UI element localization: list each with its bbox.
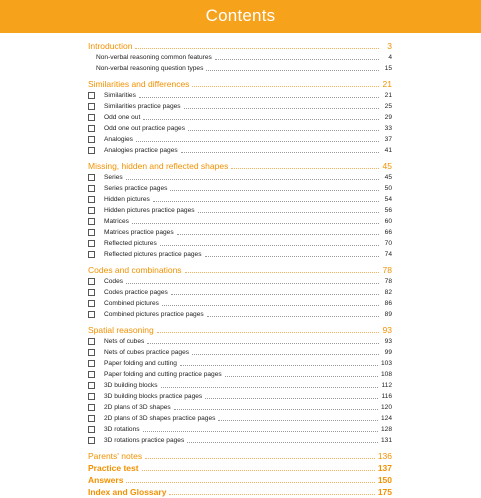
toc-entry-page-number: 21 <box>384 92 392 99</box>
dot-leader <box>169 493 374 495</box>
toc-entry-label: Reflected pictures <box>104 240 157 247</box>
checkbox[interactable] <box>88 218 95 225</box>
dot-leader <box>135 47 379 49</box>
checkbox[interactable] <box>88 103 95 110</box>
checkbox[interactable] <box>88 196 95 203</box>
toc-entry-label: Reflected pictures practice pages <box>104 251 202 258</box>
section-heading[interactable] <box>88 160 392 172</box>
checkbox[interactable] <box>88 360 95 367</box>
checkbox[interactable] <box>88 147 95 154</box>
toc-entry[interactable] <box>88 101 392 112</box>
toc-entry[interactable] <box>88 435 392 446</box>
dot-leader <box>215 58 379 60</box>
toc-entry-page-number: 60 <box>384 218 392 225</box>
toc-entry-page-number: 25 <box>384 103 392 110</box>
dot-leader <box>225 375 378 377</box>
checkbox[interactable] <box>88 338 95 345</box>
toc-entry-label: Analogies <box>104 136 133 143</box>
toc-entry[interactable] <box>88 112 392 123</box>
toc-entry[interactable] <box>88 309 392 320</box>
toc-entry-label: Odd one out practice pages <box>104 125 186 132</box>
toc-entry[interactable] <box>88 347 392 358</box>
toc-entry[interactable] <box>88 413 392 424</box>
toc-entry-label: Paper folding and cutting <box>104 360 177 367</box>
section-heading-label: Missing, hidden and reflected shapes <box>88 161 229 171</box>
checkbox[interactable] <box>88 404 95 411</box>
toc-entry[interactable] <box>88 238 392 249</box>
checkbox[interactable] <box>88 349 95 356</box>
endmatter-heading-label: Answers <box>88 475 124 485</box>
toc-entry-page-number: 37 <box>384 136 392 143</box>
endmatter-heading-page-number: 137 <box>377 463 392 473</box>
dot-leader <box>218 419 378 421</box>
dot-leader <box>143 430 378 432</box>
toc-entry-label: Non-verbal reasoning common features <box>96 54 212 61</box>
toc-entry-page-number: 29 <box>384 114 392 121</box>
checkbox[interactable] <box>88 251 95 258</box>
dot-leader <box>153 200 379 202</box>
toc-entry[interactable] <box>88 276 392 287</box>
toc-entry-label: 3D rotations <box>104 426 140 433</box>
checkbox[interactable] <box>88 300 95 307</box>
dot-leader <box>205 255 380 257</box>
checkbox[interactable] <box>88 415 95 422</box>
toc-entry[interactable] <box>88 227 392 238</box>
toc-entry-page-number: 120 <box>380 404 392 411</box>
toc-entry-label: 2D plans of 3D shapes <box>104 404 171 411</box>
section-heading[interactable] <box>88 264 392 276</box>
endmatter-heading-page-number: 150 <box>377 475 392 485</box>
dot-leader <box>181 151 379 153</box>
toc-entry-page-number: 86 <box>384 300 392 307</box>
toc-entry-page-number: 78 <box>384 278 392 285</box>
dot-leader <box>205 397 378 399</box>
endmatter-heading-page-number: 175 <box>377 487 392 497</box>
toc-entry-label: 3D building blocks practice pages <box>104 393 203 400</box>
toc-entry[interactable] <box>88 336 392 347</box>
section-heading[interactable] <box>88 40 392 52</box>
checkbox[interactable] <box>88 437 95 444</box>
toc-entry[interactable] <box>88 391 392 402</box>
toc-entry-label: Odd one out <box>104 114 141 121</box>
toc-entry-label: Matrices practice pages <box>104 229 174 236</box>
section-heading-label: Introduction <box>88 41 133 51</box>
dot-leader <box>143 118 379 120</box>
dot-leader <box>147 342 379 344</box>
toc-entry-page-number: 93 <box>384 338 392 345</box>
section-heading-page-number: 78 <box>382 265 392 275</box>
toc-entry[interactable] <box>88 194 392 205</box>
dot-leader <box>160 244 379 246</box>
section-heading[interactable] <box>88 324 392 336</box>
dot-leader <box>142 469 375 471</box>
dot-leader <box>187 441 378 443</box>
toc-entry-page-number: 131 <box>380 437 392 444</box>
section-heading[interactable] <box>88 78 392 90</box>
endmatter-heading[interactable] <box>88 486 392 498</box>
checkbox[interactable] <box>88 125 95 132</box>
toc-entry[interactable] <box>88 183 392 194</box>
toc-section <box>88 78 392 156</box>
endmatter-heading-page-number: 136 <box>377 451 392 461</box>
toc-entry-label: Series practice pages <box>104 185 168 192</box>
toc-entry-page-number: 99 <box>384 349 392 356</box>
toc-section <box>88 264 392 320</box>
dot-leader <box>126 282 379 284</box>
section-heading-page-number: 45 <box>382 161 392 171</box>
toc-entry-page-number: 128 <box>380 426 392 433</box>
section-heading-label: Similarities and differences <box>88 79 190 89</box>
dot-leader <box>192 353 379 355</box>
toc-entry-page-number: 56 <box>384 207 392 214</box>
toc-entry[interactable] <box>88 134 392 145</box>
dot-leader <box>126 481 374 483</box>
checkbox[interactable] <box>88 393 95 400</box>
toc-entry[interactable] <box>88 358 392 369</box>
toc-entry-page-number: 15 <box>384 65 392 72</box>
dot-leader <box>132 222 379 224</box>
toc-entry-page-number: 103 <box>380 360 392 367</box>
endmatter-heading[interactable] <box>88 462 392 474</box>
section-heading-label: Spatial reasoning <box>88 325 154 335</box>
toc-entry-page-number: 74 <box>384 251 392 258</box>
toc-entry[interactable] <box>88 424 392 435</box>
dot-leader <box>180 364 378 366</box>
toc-entry-page-number: 89 <box>384 311 392 318</box>
endmatter-group <box>88 450 392 498</box>
dot-leader <box>145 457 375 459</box>
dot-leader <box>188 129 379 131</box>
toc-entry-page-number: 116 <box>381 393 392 400</box>
toc-entry[interactable] <box>88 249 392 260</box>
toc-entry[interactable] <box>88 298 392 309</box>
checkbox[interactable] <box>88 92 95 99</box>
toc-entry-label: Analogies practice pages <box>104 147 178 154</box>
toc-entry-label: Combined pictures <box>104 300 159 307</box>
section-heading-page-number: 93 <box>382 325 392 335</box>
toc-entry[interactable] <box>88 205 392 216</box>
checkbox[interactable] <box>88 114 95 121</box>
toc-entry-page-number: 41 <box>384 147 392 154</box>
dot-leader <box>184 107 379 109</box>
checkbox[interactable] <box>88 229 95 236</box>
toc-entry-label: Hidden pictures practice pages <box>104 207 195 214</box>
checkbox[interactable] <box>88 382 95 389</box>
toc-entry[interactable] <box>88 287 392 298</box>
endmatter-heading[interactable] <box>88 450 392 462</box>
toc-entry[interactable] <box>88 172 392 183</box>
toc-entry-page-number: 124 <box>380 415 392 422</box>
header-banner <box>0 0 481 33</box>
toc-entry-label: 2D plans of 3D shapes practice pages <box>104 415 216 422</box>
checkbox[interactable] <box>88 207 95 214</box>
toc-entry-label: Codes <box>104 278 124 285</box>
toc-section <box>88 160 392 260</box>
dot-leader <box>170 189 379 191</box>
checkbox[interactable] <box>88 136 95 143</box>
toc-section <box>88 40 392 74</box>
toc-entry[interactable] <box>88 52 392 63</box>
toc-entry-label: Matrices <box>104 218 129 225</box>
dot-leader <box>139 96 379 98</box>
toc-entry-label: 3D building blocks <box>104 382 158 389</box>
checkbox[interactable] <box>88 278 95 285</box>
dot-leader <box>198 211 379 213</box>
toc-entry-label: Non-verbal reasoning question types <box>96 65 204 72</box>
endmatter-heading-label: Index and Glossary <box>88 487 167 497</box>
toc-entry-label: Nets of cubes <box>104 338 145 345</box>
dot-leader <box>136 140 379 142</box>
section-heading-page-number: 21 <box>382 79 392 89</box>
toc-entry-page-number: 45 <box>384 174 392 181</box>
toc-entry-label: Similarities <box>104 92 136 99</box>
page-title: Contents <box>205 6 276 25</box>
toc-entry[interactable] <box>88 380 392 391</box>
toc-entry[interactable] <box>88 369 392 380</box>
toc-entry[interactable] <box>88 216 392 227</box>
dot-leader <box>185 271 379 273</box>
toc-entry-label: Series <box>104 174 123 181</box>
toc-entry-page-number: 54 <box>384 196 392 203</box>
checkbox[interactable] <box>88 426 95 433</box>
dot-leader <box>162 304 379 306</box>
endmatter-heading-label: Practice test <box>88 463 139 473</box>
section-heading-page-number: 3 <box>387 41 392 51</box>
toc-entry-label: Nets of cubes practice pages <box>104 349 190 356</box>
toc-entry[interactable] <box>88 145 392 156</box>
toc-entry[interactable] <box>88 402 392 413</box>
toc-entry-page-number: 70 <box>384 240 392 247</box>
dot-leader <box>161 386 379 388</box>
toc-entry-label: Codes practice pages <box>104 289 168 296</box>
dot-leader <box>126 178 379 180</box>
dot-leader <box>157 331 379 333</box>
dot-leader <box>174 408 378 410</box>
toc-entry[interactable] <box>88 123 392 134</box>
toc-entry-label: Combined pictures practice pages <box>104 311 204 318</box>
toc-section <box>88 324 392 446</box>
dot-leader <box>206 69 379 71</box>
section-heading-label: Codes and combinations <box>88 265 182 275</box>
toc-entry-page-number: 50 <box>384 185 392 192</box>
toc-entry-page-number: 4 <box>388 54 392 61</box>
table-of-contents <box>88 40 392 498</box>
checkbox[interactable] <box>88 311 95 318</box>
dot-leader <box>207 315 379 317</box>
checkbox[interactable] <box>88 174 95 181</box>
toc-entry-label: Paper folding and cutting practice pages <box>104 371 222 378</box>
toc-entry[interactable] <box>88 90 392 101</box>
dot-leader <box>192 85 379 87</box>
dot-leader <box>231 167 379 169</box>
checkbox[interactable] <box>88 289 95 296</box>
checkbox[interactable] <box>88 240 95 247</box>
toc-entry-page-number: 112 <box>381 382 392 389</box>
toc-entry-page-number: 82 <box>384 289 392 296</box>
checkbox[interactable] <box>88 185 95 192</box>
toc-entry-page-number: 66 <box>384 229 392 236</box>
endmatter-heading-label: Parents' notes <box>88 451 143 461</box>
endmatter-heading[interactable] <box>88 474 392 486</box>
toc-entry-label: Similarities practice pages <box>104 103 181 110</box>
checkbox[interactable] <box>88 371 95 378</box>
toc-entry-page-number: 108 <box>380 371 392 378</box>
toc-entry-label: Hidden pictures <box>104 196 150 203</box>
toc-entry-label: 3D rotations practice pages <box>104 437 185 444</box>
dot-leader <box>177 233 379 235</box>
toc-entry[interactable] <box>88 63 392 74</box>
toc-entry-page-number: 33 <box>384 125 392 132</box>
dot-leader <box>171 293 379 295</box>
